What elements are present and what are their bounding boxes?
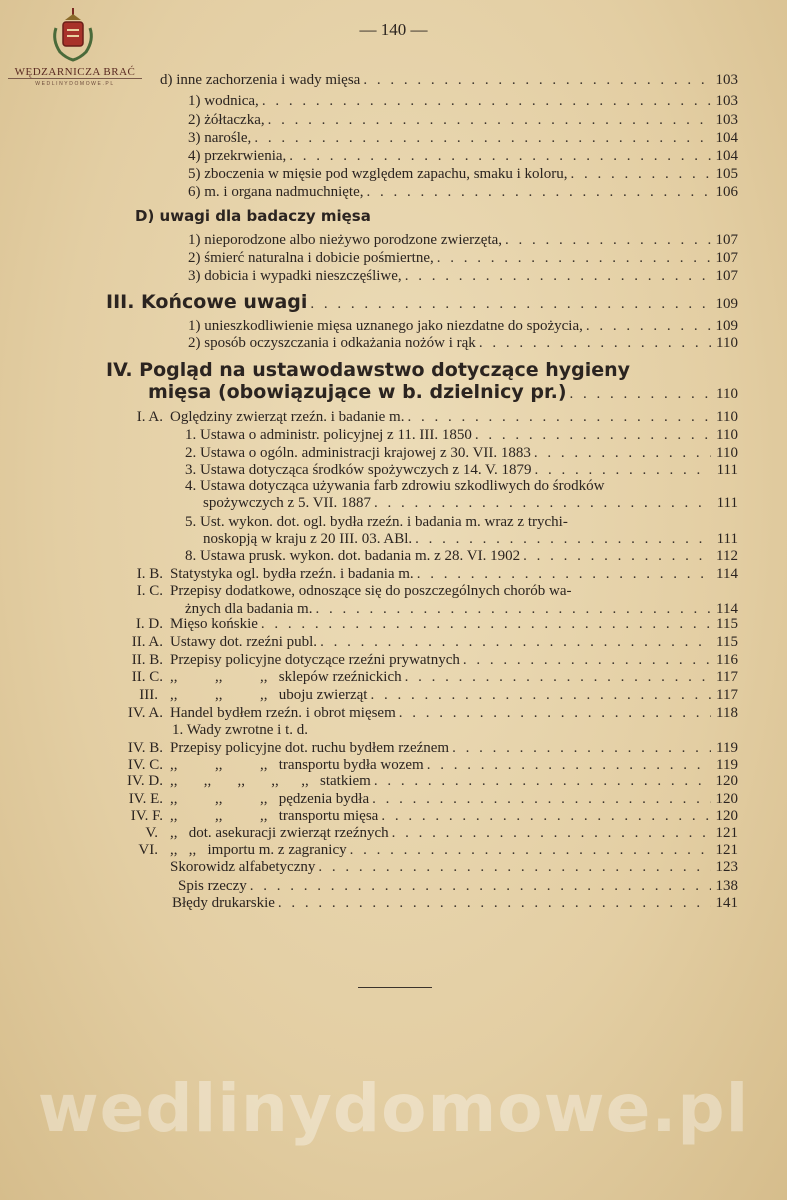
toc-entry (188, 266, 738, 286)
toc-label: Przepisy policyjne dot. ruchu bydłem rzeźnem (170, 740, 450, 756)
toc-label: 4) przekrwienia, (188, 148, 287, 164)
toc-entry (188, 110, 738, 130)
toc-label: Przepisy policyjne dotyczące rzeźni prywatnych (170, 652, 460, 668)
toc-label: Spis rzeczy (178, 878, 247, 894)
toc-page: 116 (716, 652, 738, 668)
toc-label: 3) narośle, (188, 130, 252, 146)
toc-page: 109 (715, 296, 738, 312)
toc-entry: 5. Ust. wykon. dot. ogl. bydła rzeźn. i badania m. wraz z trychi- (185, 514, 568, 530)
toc-page: 120 (715, 773, 738, 789)
toc-entry (170, 632, 738, 652)
toc-entry-number: III. (139, 687, 158, 703)
page-number: — 140 — (359, 20, 428, 39)
toc-page: 118 (716, 705, 738, 721)
toc-page: 110 (716, 335, 738, 351)
section-iii-title: III. Końcowe uwagi (106, 291, 308, 313)
toc-entry (188, 248, 738, 268)
toc-entry: Przepisy dodatkowe, odnoszące się do poszczególnych chorób wa- (170, 583, 572, 599)
toc-page: 109 (715, 318, 738, 334)
toc-page: 104 (715, 130, 738, 146)
toc-entry-number: I. A. (136, 409, 163, 425)
toc-entry-number: II. C. (131, 669, 163, 685)
toc-label: 2. Ustawa o ogóln. administracji krajowej z 30. VII. 1883 (185, 445, 531, 461)
toc-page: 119 (716, 757, 738, 773)
toc-label: ,, ,, ,, uboju zwierząt (170, 687, 368, 703)
toc-label: 1) unieszkodliwienie mięsa uznanego jako niezdatne do spożycia, (188, 318, 583, 334)
toc-entry (160, 70, 738, 90)
toc-page: 121 (715, 825, 738, 841)
toc-label: Oględziny zwierząt rzeźn. i badanie m. (170, 409, 405, 425)
section-iv-heading-line2 (148, 380, 738, 404)
toc-entry (185, 425, 738, 445)
toc-page: 115 (716, 634, 738, 650)
toc-page: 117 (716, 687, 738, 703)
toc-label: Ustawy dot. rzeźni publ. (170, 634, 318, 650)
toc-label: d) inne zachorzenia i wady mięsa (160, 72, 361, 88)
toc-entry (170, 667, 738, 687)
toc-page: 123 (715, 859, 738, 875)
toc-label: ,, dot. asekuracji zwierząt rzeźnych (170, 825, 389, 841)
toc-entry (170, 771, 738, 791)
toc-entry-number: V. (145, 825, 158, 841)
toc-page: 111 (716, 462, 738, 478)
toc-page: 115 (716, 616, 738, 632)
toc-page: 120 (715, 791, 738, 807)
toc-label: 5) zboczenia w mięsie pod względem zapachu, smaku i koloru, (188, 166, 568, 182)
toc-entry-number: IV. D. (127, 773, 163, 789)
toc-page: 141 (715, 895, 738, 911)
toc-page: 107 (715, 268, 738, 284)
toc-page: 112 (716, 548, 738, 564)
toc-entry-number: IV. C. (127, 757, 163, 773)
watermark: wedlinydomowe.pl (37, 1070, 750, 1147)
toc-page: 114 (716, 601, 738, 617)
toc-label: spożywczych z 5. VII. 1887 (203, 495, 372, 511)
toc-entry (170, 614, 738, 634)
toc-page: 110 (716, 427, 738, 443)
toc-page: 110 (716, 445, 738, 461)
toc-label: 2) śmierć naturalna i dobicie pośmiertne, (188, 250, 434, 266)
toc-page: 120 (715, 808, 738, 824)
logo-brand-text: WĘDZARNICZA BRAĆ (14, 66, 136, 78)
toc-label: 1) wodnica, (188, 93, 259, 109)
toc-entry (170, 407, 738, 427)
toc-label: 3) dobicia i wypadki nieszczęśliwe, (188, 268, 402, 284)
toc-page: 111 (716, 495, 738, 511)
toc-entry (188, 182, 738, 202)
toc-page: 103 (715, 72, 738, 88)
toc-page: 103 (715, 93, 738, 109)
toc-entry-number: VI. (138, 842, 158, 858)
toc-label: ,, ,, importu m. z zagranicy (170, 842, 347, 858)
section-iv-title: mięsa (obowiązujące w b. dzielnicy pr.) (148, 381, 567, 403)
toc-label: noskopją w kraju z 20 III. 03. ABl. (203, 531, 413, 547)
toc-entry (172, 893, 738, 913)
section-d-heading: D) uwagi dla badaczy mięsa (135, 207, 371, 225)
toc-entry-number: II. B. (131, 652, 163, 668)
toc-page: 106 (715, 184, 738, 200)
toc-entry (188, 128, 738, 148)
toc-label: żnych dla badania m. (185, 601, 313, 617)
toc-label: Mięso końskie (170, 616, 258, 632)
toc-entry (188, 333, 738, 353)
toc-page: 105 (715, 166, 738, 182)
toc-label: 1. Ustawa o administr. policyjnej z 11. III. 1850 (185, 427, 472, 443)
toc-entry-number: IV. F. (130, 808, 163, 824)
toc-label: 3. Ustawa dotycząca środków spożywczych z 14. V. 1879 (185, 462, 532, 478)
toc-page: 107 (715, 250, 738, 266)
toc-entry (170, 857, 738, 877)
toc-page: 138 (715, 878, 738, 894)
toc-label: Skorowidz alfabetyczny (170, 859, 316, 875)
section-iv-heading-line1: IV. Pogląd na ustawodawstwo dotyczące hygieny (106, 359, 631, 381)
toc-page: 110 (716, 386, 738, 402)
toc-label: ,, ,, ,, transportu mięsa (170, 808, 379, 824)
toc-entry-number: II. A. (131, 634, 163, 650)
toc-label: Statystyka ogl. bydła rzeźn. i badania m. (170, 566, 414, 582)
toc-entry-number: IV. A. (127, 705, 163, 721)
toc-label: ,, ,, ,, pędzenia bydła (170, 791, 370, 807)
toc-label: 1) nieporodzone albo nieżywo porodzone zwierzęta, (188, 232, 503, 248)
toc-entry: 1. Wady zwrotne i t. d. (172, 722, 308, 738)
toc-page: 104 (715, 148, 738, 164)
section-iii-heading (106, 290, 738, 314)
toc-label: Handel bydłem rzeźn. i obrot mięsem (170, 705, 396, 721)
toc-entry-number: IV. E. (128, 791, 163, 807)
toc-entry-number: I. B. (136, 566, 163, 582)
toc-page: 111 (716, 531, 738, 547)
toc-entry (188, 146, 738, 166)
toc-label: 8. Ustawa prusk. wykon. dot. badania m. z 28. VI. 1902 (185, 548, 521, 564)
footer-divider (358, 987, 432, 988)
toc-page: 107 (715, 232, 738, 248)
logo-divider (8, 78, 142, 79)
toc-label: 2) sposób oczyszczania i odkażania nożów i rąk (188, 335, 476, 351)
toc-page: 121 (715, 842, 738, 858)
toc-entry (185, 546, 738, 566)
toc-entry (170, 685, 738, 705)
toc-label: 6) m. i organa nadmuchnięte, (188, 184, 364, 200)
toc-label: Błędy drukarskie (172, 895, 275, 911)
toc-entry: 4. Ustawa dotycząca używania farb zdrowiu szkodliwych do środków (185, 478, 605, 494)
toc-label: ,, ,, ,, transportu bydła wozem (170, 757, 424, 773)
toc-entry (188, 230, 738, 250)
toc-page: 117 (716, 669, 738, 685)
toc-entry (188, 91, 738, 111)
toc-page: 103 (715, 112, 738, 128)
toc-entry-number: IV. B. (127, 740, 163, 756)
toc-label: 2) żółtaczka, (188, 112, 265, 128)
toc-entry (188, 164, 738, 184)
toc-label: ,, ,, ,, sklepów rzeźnickich (170, 669, 402, 685)
toc-entry-number: I. C. (136, 583, 163, 599)
toc-page: 110 (716, 409, 738, 425)
toc-entry-number: I. D. (135, 616, 163, 632)
logo-sub-text: WEDLINYDOMOWE.PL (35, 81, 115, 87)
toc-label: ,, ,, ,, ,, ,, statkiem (170, 773, 371, 789)
toc-entry (203, 493, 738, 513)
toc-page: 114 (716, 566, 738, 582)
toc-page: 119 (716, 740, 738, 756)
